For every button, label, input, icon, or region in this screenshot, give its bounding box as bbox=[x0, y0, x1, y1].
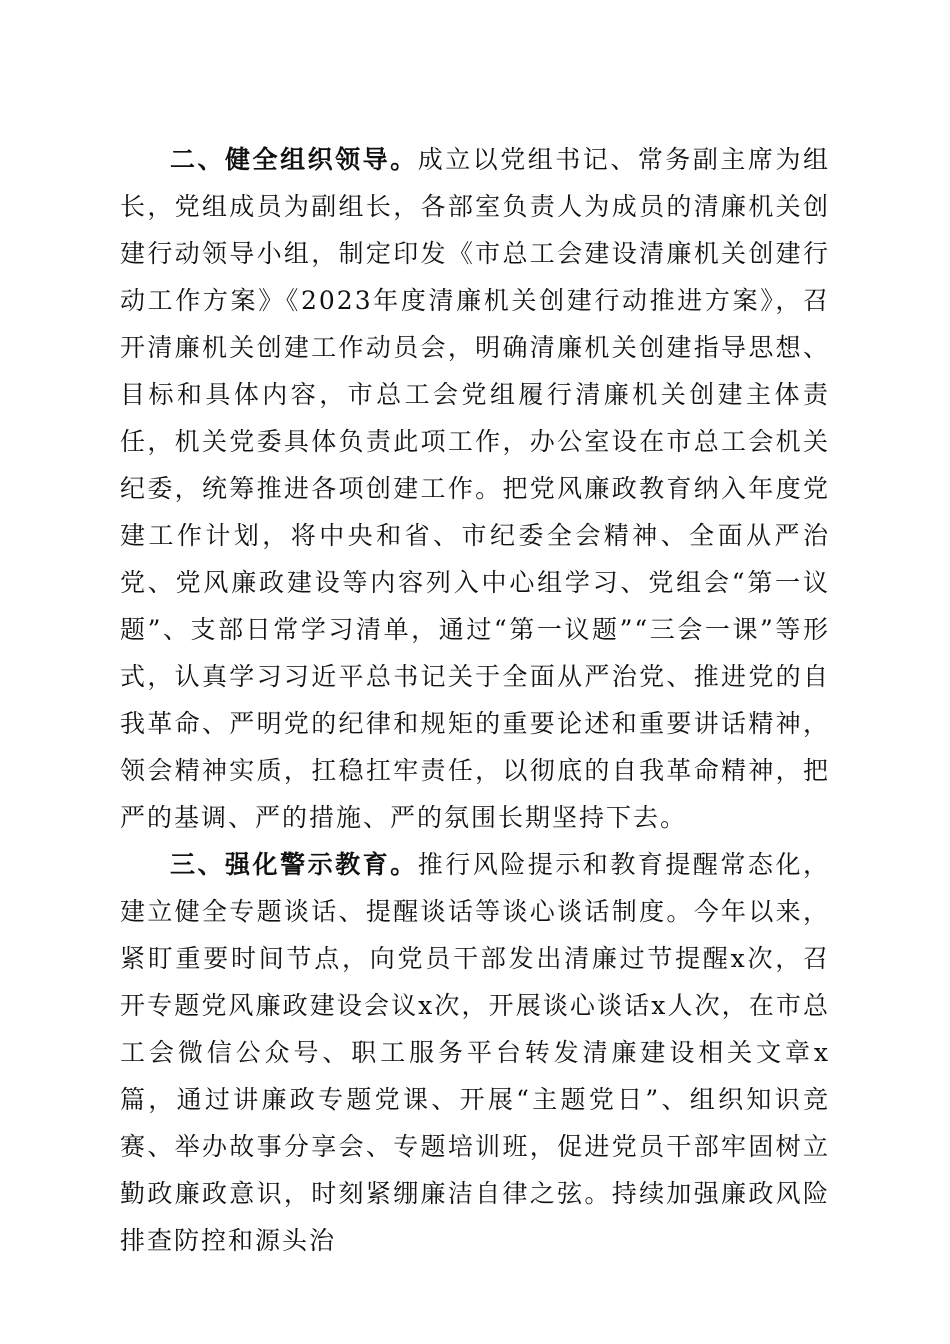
section-warning-education bbox=[120, 841, 830, 1264]
document-body bbox=[120, 136, 830, 1264]
section-heading: 二、健全组织领导。 bbox=[170, 145, 418, 174]
section-heading: 三、强化警示教育。 bbox=[170, 850, 418, 879]
section-organization-leadership bbox=[120, 136, 830, 841]
section-text: 推行风险提示和教育提醒常态化，建立健全专题谈话、提醒谈话等谈心谈话制度。今年以来，紧盯重要时间节点，向党员干部发出清廉过节提醒x次，召开专题党风廉政建设会议x次，开展谈心谈话x人次，在市总工会微信公众号、职工服务平台转发清廉建设相关文章x篇，通过讲廉政专题党课、开展“主题党日”、组织知识竞赛、举办故事分享会、专题培训班，促进党员干部牢固树立勤政廉政意识，时刻紧绷廉洁自律之弦。持续加强廉政风险排查防控和源头治 bbox=[120, 850, 830, 1255]
section-text: 成立以党组书记、常务副主席为组长，党组成员为副组长，各部室负责人为成员的清廉机关创建行动领导小组，制定印发《市总工会建设清廉机关创建行动工作方案》《2023年度清廉机关创建行动推进方案》，召开清廉机关创建工作动员会，明确清廉机关创建指导思想、目标和具体内容，市总工会党组履行清廉机关创建主体责任，机关党委具体负责此项工作，办公室设在市总工会机关纪委，统筹推进各项创建工作。把党风廉政教育纳入年度党建工作计划，将中央和省、市纪委全会精神、全面从严治党、党风廉政建设等内容列入中心组学习、党组会“第一议题”、支部日常学习清单，通过“第一议题”“三会一课”等形式，认真学习习近平总书记关于全面从严治党、推进党的自我革命、严明党的纪律和规矩的重要论述和重要讲话精神，领会精神实质，扛稳扛牢责任，以彻底的自我革命精神，把严的基调、严的措施、严的氛围长期坚持下去。 bbox=[120, 145, 830, 832]
